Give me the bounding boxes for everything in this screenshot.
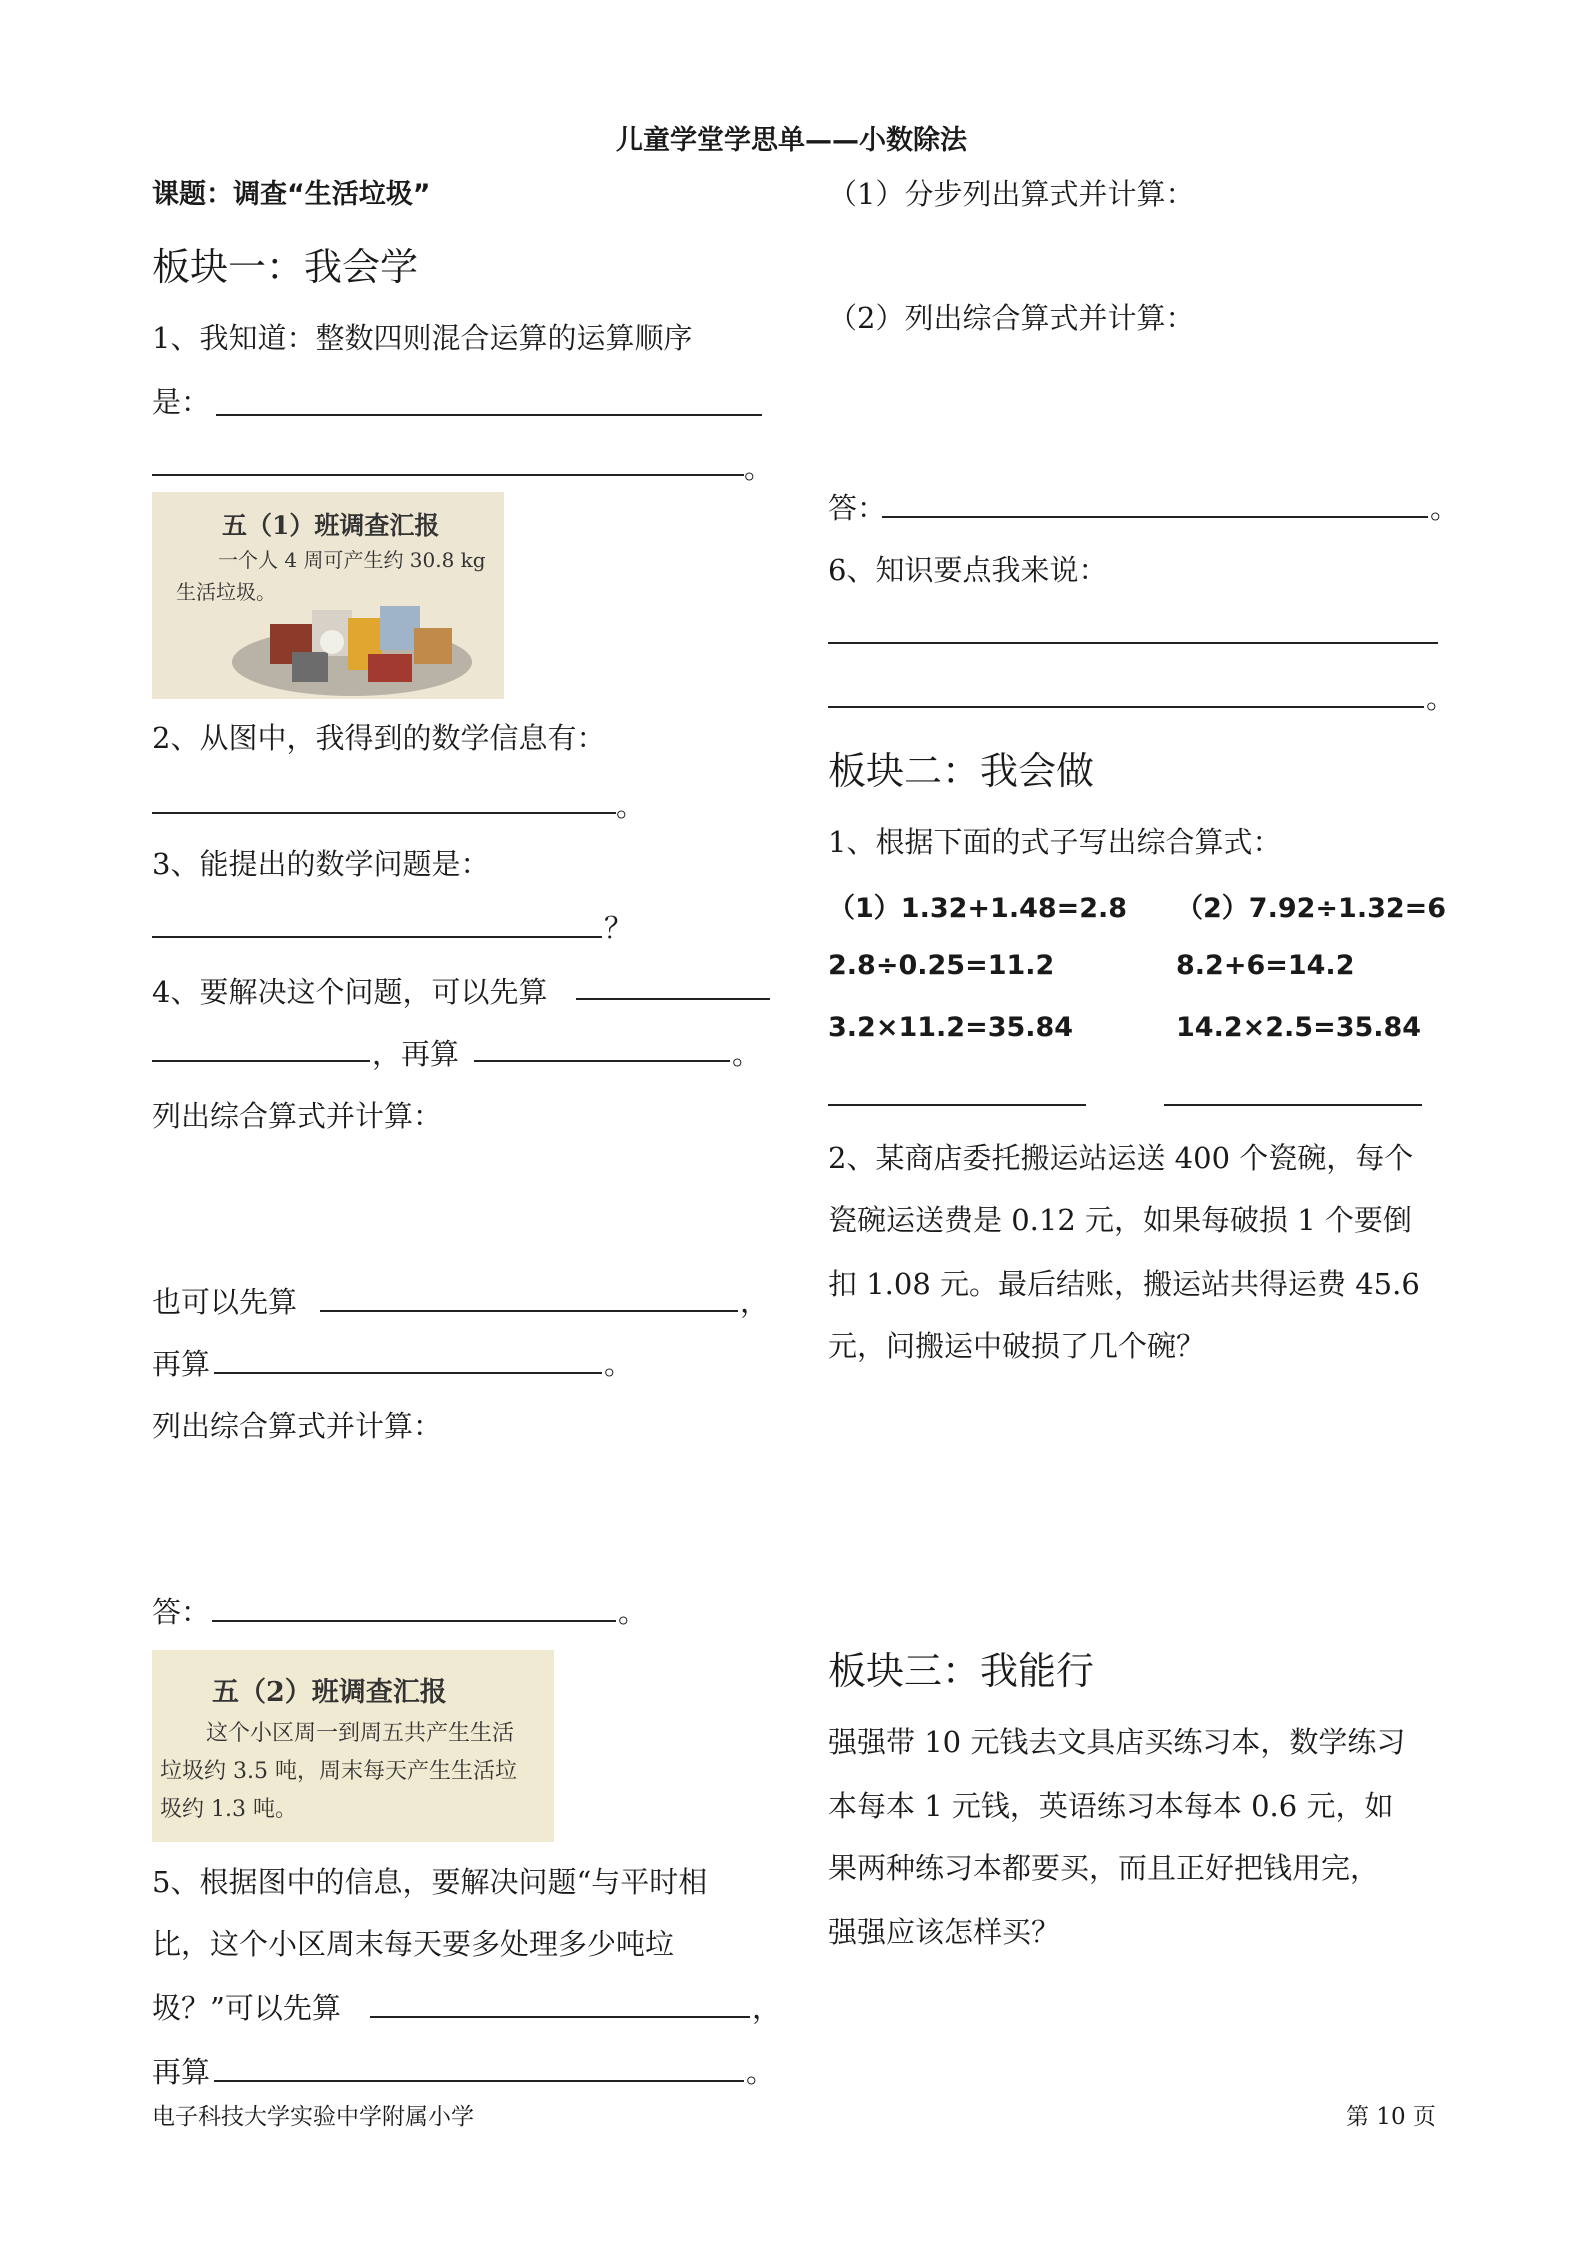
q3-text: 3、能提出的数学问题是： <box>152 847 490 881</box>
q1-period: 。 <box>744 451 774 485</box>
exprB-3: 14.2×2.5=35.84 <box>1176 1012 1422 1043</box>
q5-comma: ， <box>752 1991 782 2025</box>
q6-text: 6、知识要点我来说： <box>828 553 1108 587</box>
right-answer-period: 。 <box>1430 491 1460 525</box>
left-answer-line[interactable] <box>212 1620 616 1622</box>
image2-line2: 垃圾约 3.5 吨，周末每天产生生活垃 <box>160 1759 517 1784</box>
exprA-3: 3.2×11.2=35.84 <box>828 1012 1074 1043</box>
q5-line2: 比，这个小区周末每天要多处理多少吨垃 <box>152 1927 675 1961</box>
b3-line2: 本每本 1 元钱，英语练习本每本 0.6 元，如 <box>828 1789 1394 1823</box>
left-answer-period: 。 <box>618 1595 648 1629</box>
q1-text: 1、我知道：整数四则混合运算的运算顺序 <box>152 321 693 355</box>
b3-line4: 强强应该怎样买？ <box>828 1915 1061 1949</box>
b2q2-line2: 瓷碗运送费是 0.12 元，如果每破损 1 个要倒 <box>828 1203 1412 1237</box>
block1-heading: 板块一：我会学 <box>152 245 419 289</box>
q1-prefix: 是： <box>152 385 211 419</box>
b3-line3: 果两种练习本都要买，而且正好把钱用完， <box>828 1851 1380 1885</box>
image2-line3: 圾约 1.3 吨。 <box>160 1797 297 1822</box>
step2-text: （2）列出综合算式并计算： <box>828 301 1195 335</box>
right-answer-line[interactable] <box>882 516 1428 518</box>
class-report-image-1 <box>152 492 504 699</box>
q6-line-1[interactable] <box>828 642 1438 644</box>
exprB-2: 8.2+6=14.2 <box>1176 950 1355 981</box>
step1-text: （1）分步列出算式并计算： <box>828 177 1195 211</box>
q5-line1: 5、根据图中的信息，要解决问题“与平时相 <box>152 1865 708 1899</box>
then-period: 。 <box>604 1347 634 1381</box>
q5-period: 。 <box>746 2055 776 2089</box>
image1-title: 五（1）班调查汇报 <box>222 511 440 540</box>
image1-line1: 一个人 4 周可产生约 30.8 kg <box>218 548 486 572</box>
q4-first-line-a[interactable] <box>576 998 770 1000</box>
q5-first-line[interactable] <box>370 2016 750 2018</box>
q6-line-2[interactable] <box>828 706 1424 708</box>
left-answer-label: 答： <box>152 1595 211 1629</box>
page-title: 儿童学堂学思单——小数除法 <box>616 125 967 156</box>
b3-line1: 强强带 10 元钱去文具店买练习本，数学练习 <box>828 1725 1406 1759</box>
also-first-label: 也可以先算 <box>152 1285 298 1319</box>
then-line[interactable] <box>214 1372 602 1374</box>
q4-text: 4、要解决这个问题，可以先算 <box>152 975 548 1009</box>
right-answer-label: 答： <box>828 491 887 525</box>
q1-answer-line-1[interactable] <box>216 414 762 416</box>
b2q1-text: 1、根据下面的式子写出综合算式： <box>828 825 1282 859</box>
q3-question-mark: ？ <box>604 911 634 945</box>
q4-first-line-b[interactable] <box>152 1060 370 1062</box>
then-label: 再算 <box>152 1347 211 1381</box>
q6-period: 。 <box>1426 681 1456 715</box>
q4-period: 。 <box>732 1037 762 1071</box>
b2q2-line1: 2、某商店委托搬运站运送 400 个瓷碗，每个 <box>828 1141 1414 1175</box>
q4-list-calc-2: 列出综合算式并计算： <box>152 1409 443 1443</box>
exprA-2: 2.8÷0.25=11.2 <box>828 950 1055 981</box>
q4-then-line[interactable] <box>474 1060 730 1062</box>
image2-line1: 这个小区周一到周五共产生生活 <box>206 1721 515 1746</box>
q4-then-label: ，再算 <box>372 1037 460 1071</box>
exprA-1: （1）1.32+1.48=2.8 <box>828 893 1128 924</box>
image2-title: 五（2）班调查汇报 <box>212 1677 447 1708</box>
q2-answer-line[interactable] <box>152 812 616 814</box>
q2-text: 2、从图中，我得到的数学信息有： <box>152 721 606 755</box>
block3-heading: 板块三：我能行 <box>828 1649 1095 1693</box>
topic-label: 课题：调查“生活垃圾” <box>152 179 431 210</box>
also-first-comma: ， <box>740 1285 770 1319</box>
block2-heading: 板块二：我会做 <box>828 749 1095 793</box>
class-report-image-2 <box>152 1650 554 1842</box>
q1-answer-line-2[interactable] <box>152 474 744 476</box>
footer-page-number: 第 10 页 <box>1346 2104 1436 2130</box>
also-first-line[interactable] <box>320 1310 738 1312</box>
q2-period: 。 <box>616 789 646 823</box>
q5-line3: 圾？”可以先算 <box>152 1991 341 2025</box>
q4-list-calc-1: 列出综合算式并计算： <box>152 1099 443 1133</box>
exprB-answer-line[interactable] <box>1164 1104 1422 1106</box>
q3-answer-line[interactable] <box>152 936 602 938</box>
b2q2-line4: 元，问搬运中破损了几个碗？ <box>828 1329 1206 1363</box>
image1-line2: 生活垃圾。 <box>176 580 276 604</box>
b2q2-line3: 扣 1.08 元。最后结账，搬运站共得运费 45.6 <box>828 1267 1420 1301</box>
q5-then-line[interactable] <box>214 2080 744 2082</box>
exprB-1: （2）7.92÷1.32=6 <box>1176 893 1447 924</box>
footer-school: 电子科技大学实验中学附属小学 <box>152 2104 474 2130</box>
q5-then-label: 再算 <box>152 2055 211 2089</box>
exprA-answer-line[interactable] <box>828 1104 1086 1106</box>
